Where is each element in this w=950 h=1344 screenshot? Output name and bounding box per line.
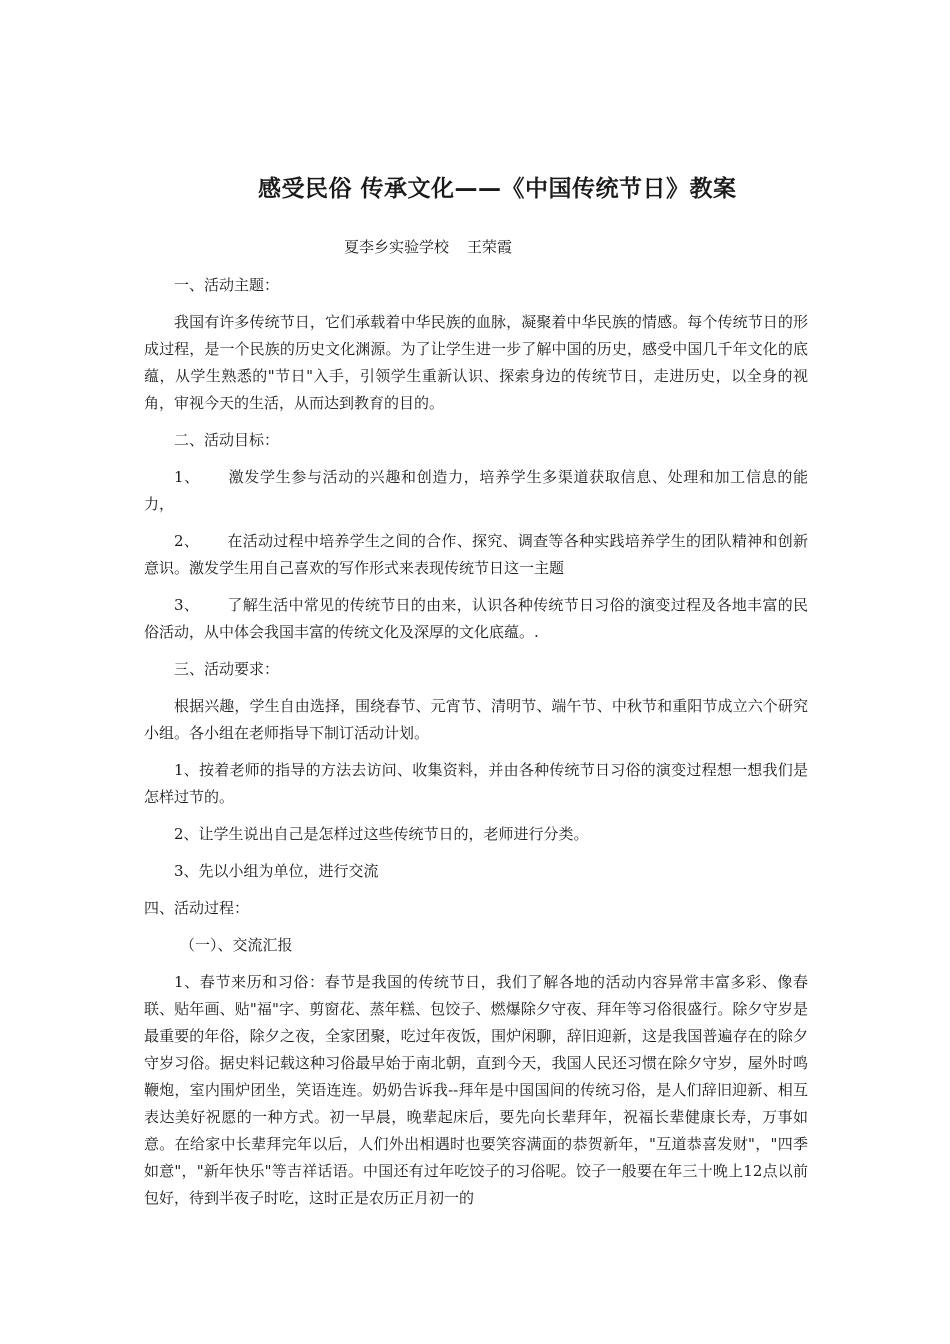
requirement-item-1: 1、按着老师的指导的方法去访问、收集资料，并由各种传统节日习俗的演变过程想一想我们是怎样过节的。 <box>144 761 808 806</box>
paragraph-spring-festival: 1、春节来历和习俗：春节是我国的传统节日，我们了解各地的活动内容异常丰富多彩、像春联、贴年画、贴"福"字、剪窗花、蒸年糕、包饺子、燃爆除夕守夜、拜年等习俗很盛行。除夕守岁是最重要的年俗，除夕之夜，全家团聚，吃过年夜饭，围炉闲聊，辞旧迎新，这是我国普遍存在的除夕守岁习俗。据史料记载这种习俗最早始于南北朝，直到今天，我国人民还习惯在除夕守岁，屋外时鸣鞭炮，室内围炉团坐，笑语连连。奶奶告诉我--拜年是中国国间的传统习俗，是人们辞旧迎新、相互表达美好祝愿的一种方式。初一早晨，晚辈起床后，要先向长辈拜年，祝福长辈健康长寿，万事如意。在给家中长辈拜完年以后，人们外出相遇时也要笑容满面的恭贺新年，"互道恭喜发财"，"四季如意"，"新年快乐"等吉祥话语。中国还有过年吃饺子的习俗呢。饺子一般要在年三十晚上12点以前包好，待到半夜子时吃，这时正是农历正月初一的 <box>144 973 808 1207</box>
goal-item-2-text: 在活动过程中培养学生之间的合作、探究、调查等各种实践培养学生的团队精神和创新意识。激发学生用自己喜欢的写作形式来表现传统节日这一主题 <box>144 532 808 577</box>
paragraph-requirements: 根据兴趣，学生自由选择，围绕春节、元宵节、清明节、端午节、中秋节和重阳节成立六个研究小组。各小组在老师指导下制订活动计划。 <box>144 697 808 742</box>
document-title: 感受民俗 传承文化——《中国传统节日》教案 <box>258 176 737 202</box>
document-body <box>144 272 808 1212</box>
subsection-heading-report: （一）、交流汇报 <box>180 936 293 954</box>
author-name: 王荣霞 <box>467 238 513 256</box>
section-heading-requirements: 三、活动要求： <box>174 660 280 678</box>
byline <box>344 236 512 257</box>
requirement-item-3: 3、先以小组为单位，进行交流 <box>174 862 379 880</box>
goal-item-3-number: 3、 <box>174 596 200 614</box>
section-heading-process: 四、活动过程： <box>144 899 250 917</box>
goal-item-2-number: 2、 <box>174 532 200 550</box>
goal-item-1 <box>144 464 808 518</box>
goal-item-3 <box>144 592 808 646</box>
goal-item-1-number: 1、 <box>174 468 200 486</box>
goal-item-3-text: 了解生活中常见的传统节日的由来，认识各种传统节日习俗的演变过程及各地丰富的民俗活动，从中体会我国丰富的传统文化及深厚的文化底蕴。. <box>144 596 808 641</box>
section-heading-goals: 二、活动目标： <box>174 431 280 449</box>
paragraph-theme: 我国有许多传统节日，它们承载着中华民族的血脉，凝聚着中华民族的情感。每个传统节日的形成过程，是一个民族的历史文化渊源。为了让学生进一步了解中国的历史，感受中国几千年文化的底蕴，从学生熟悉的"节日"入手，引领学生重新认识、探索身边的传统节日，走进历史，以全身的视角，审视今天的生活，从而达到教育的目的。 <box>144 313 808 412</box>
requirement-item-2: 2、让学生说出自己是怎样过这些传统节日的，老师进行分类。 <box>174 825 589 843</box>
goal-item-2 <box>144 528 808 582</box>
school-name: 夏李乡实验学校 <box>344 238 450 256</box>
section-heading-theme: 一、活动主题： <box>174 276 280 294</box>
goal-item-1-text: 激发学生参与活动的兴趣和创造力，培养学生多渠道获取信息、处理和加工信息的能力， <box>144 468 808 513</box>
